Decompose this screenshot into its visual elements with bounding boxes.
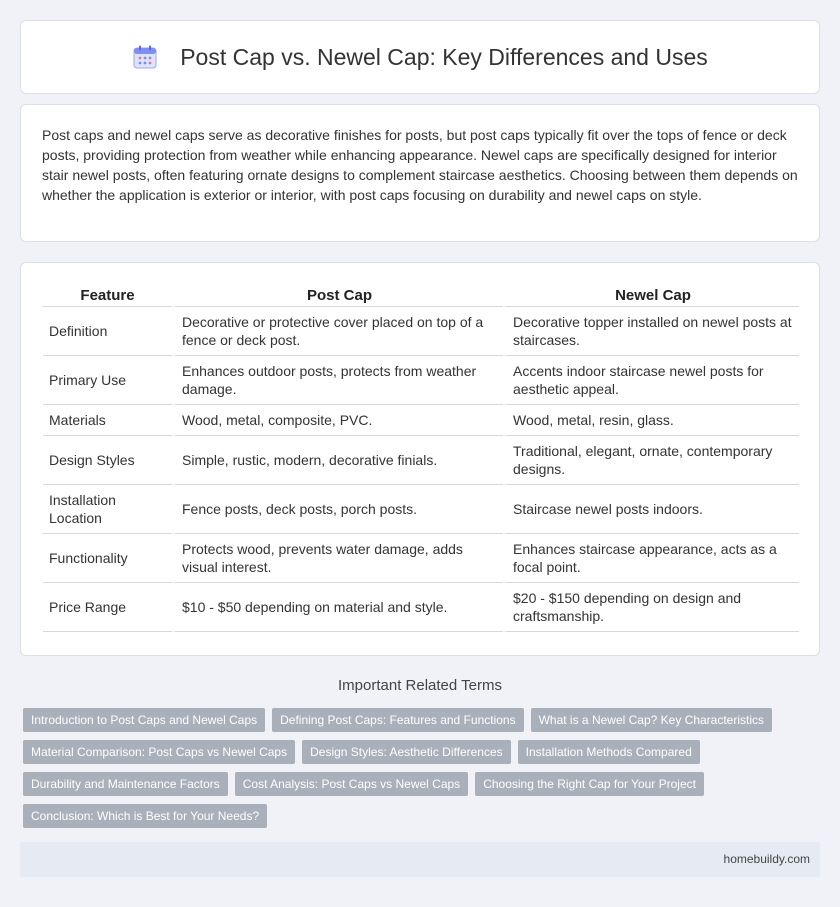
related-term-tag[interactable]: Introduction to Post Caps and Newel Caps (23, 708, 265, 732)
feature-cell: Price Range (43, 583, 172, 632)
related-term-tag[interactable]: What is a Newel Cap? Key Characteristics (531, 708, 772, 732)
table-row (43, 583, 799, 632)
header-post-cap: Post Cap (172, 283, 503, 307)
feature-cell: Materials (43, 405, 172, 436)
related-term-tag[interactable]: Choosing the Right Cap for Your Project (475, 772, 704, 796)
tag-row (23, 804, 823, 828)
related-terms-list (23, 708, 823, 836)
newel-cap-cell: Wood, metal, resin, glass. (503, 405, 799, 436)
newel-cap-cell: Traditional, elegant, ornate, contemporary designs. (503, 436, 799, 485)
related-term-tag[interactable]: Design Styles: Aesthetic Differences (302, 740, 511, 764)
post-cap-cell: $10 - $50 depending on material and style. (172, 583, 503, 632)
page-title: Post Cap vs. Newel Cap: Key Differences and Uses (180, 43, 708, 70)
header-card (20, 20, 820, 94)
related-term-tag[interactable]: Cost Analysis: Post Caps vs Newel Caps (235, 772, 468, 796)
comparison-card (20, 262, 820, 656)
intro-paragraph: Post caps and newel caps serve as decorative finishes for posts, but post caps typically fit over the tops of fence or deck posts, providing protection from weather while enhancing appearance. Newel caps are specifically designed for interior stair newel posts, often featuring ornate designs to complement staircase aesthetics. Choosing between them depends on whether the application is exterior or interior, with post caps focusing on durability and newel caps on style. (42, 127, 798, 203)
tag-row (23, 740, 823, 764)
intro-card (20, 104, 820, 242)
post-cap-cell: Decorative or protective cover placed on top of a fence or deck post. (172, 307, 503, 356)
related-terms-heading: Important Related Terms (338, 677, 502, 694)
table-row (43, 405, 799, 436)
newel-cap-cell: $20 - $150 depending on design and craftsmanship. (503, 583, 799, 632)
newel-cap-cell: Staircase newel posts indoors. (503, 485, 799, 534)
feature-cell: Design Styles (43, 436, 172, 485)
header-newel-cap: Newel Cap (503, 283, 799, 307)
feature-cell: Installation Location (43, 485, 172, 534)
feature-cell: Definition (43, 307, 172, 356)
table-row (43, 356, 799, 405)
post-cap-cell: Protects wood, prevents water damage, adds visual interest. (172, 534, 503, 583)
table-row (43, 485, 799, 534)
feature-cell: Primary Use (43, 356, 172, 405)
header-feature: Feature (43, 283, 172, 307)
table-header-row (43, 283, 799, 307)
related-term-tag[interactable]: Defining Post Caps: Features and Functions (272, 708, 523, 732)
footer (20, 842, 820, 877)
calendar-icon (132, 44, 158, 70)
comparison-table (43, 283, 799, 632)
feature-cell: Functionality (43, 534, 172, 583)
tag-row (23, 772, 823, 796)
table-row (43, 436, 799, 485)
related-term-tag[interactable]: Conclusion: Which is Best for Your Needs? (23, 804, 267, 828)
tag-row (23, 708, 823, 732)
post-cap-cell: Fence posts, deck posts, porch posts. (172, 485, 503, 534)
newel-cap-cell: Decorative topper installed on newel posts at staircases. (503, 307, 799, 356)
post-cap-cell: Simple, rustic, modern, decorative finials. (172, 436, 503, 485)
table-row (43, 534, 799, 583)
newel-cap-cell: Enhances staircase appearance, acts as a focal point. (503, 534, 799, 583)
footer-site-link[interactable]: homebuildy.com (723, 852, 810, 866)
newel-cap-cell: Accents indoor staircase newel posts for aesthetic appeal. (503, 356, 799, 405)
title-row (21, 21, 819, 93)
related-term-tag[interactable]: Material Comparison: Post Caps vs Newel Caps (23, 740, 295, 764)
post-cap-cell: Enhances outdoor posts, protects from weather damage. (172, 356, 503, 405)
related-term-tag[interactable]: Installation Methods Compared (518, 740, 700, 764)
post-cap-cell: Wood, metal, composite, PVC. (172, 405, 503, 436)
table-row (43, 307, 799, 356)
related-term-tag[interactable]: Durability and Maintenance Factors (23, 772, 228, 796)
